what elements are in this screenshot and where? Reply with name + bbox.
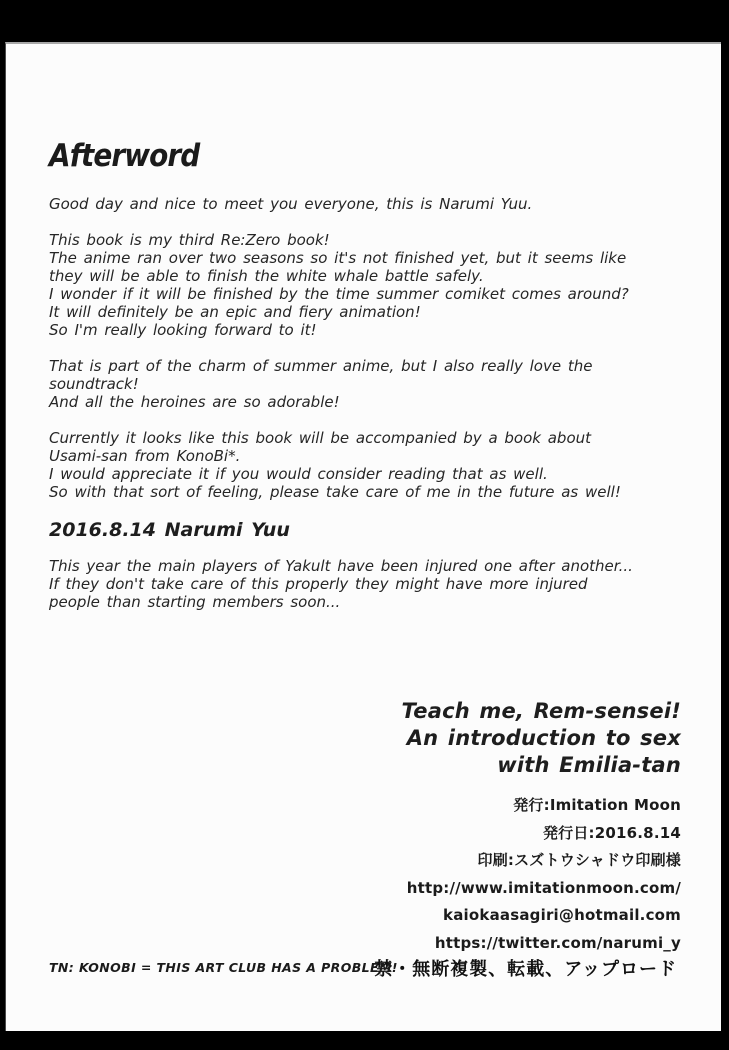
text-line: The anime ran over two seasons so it's not finished yet, but it seems like [49,249,627,267]
text-line: https://twitter.com/narumi_y [434,933,681,952]
publication-info [407,792,681,957]
text-line: 発行:Imitation Moon [513,796,681,814]
text-line: Good day and nice to meet you everyone, this is Narumi Yuu. [49,195,533,213]
text-line: they will be able to finish the white whale battle safely. [49,267,484,285]
greeting-paragraph [49,195,669,213]
text-line: http://www.imitationmoon.com/ [406,878,681,897]
text-line: This year the main players of Yakult have been injured one after another... [49,557,633,575]
text-line: Usami-san from KonoBi*. [49,447,241,465]
text-line: with Emilia-tan [497,753,681,777]
text-line: soundtrack! [49,375,139,393]
text-line: And all the heroines are so adorable! [49,393,340,411]
text-line: people than starting members soon... [49,593,341,611]
anime-paragraph [49,231,669,339]
text-line: If they don't take care of this properly they might have more injured [49,575,588,593]
scanned-page [5,42,721,1031]
konobi-paragraph [49,429,669,501]
text-line: 印刷:スズトウシャドウ印刷様 [477,851,681,869]
text-line: I wonder if it will be finished by the time summer comiket comes around? [49,285,629,303]
text-line: kaiokaasagiri@hotmail.com [443,906,681,924]
text-line: Teach me, Rem-sensei! [401,699,681,723]
afterword-body [49,195,669,629]
translator-note: TN: KONOBI = THIS ART CLUB HAS A PROBLEM! [49,960,398,975]
reproduction-warning: 禁・無断複製、転載、アップロード [374,959,677,980]
text-line: 発行日:2016.8.14 [542,823,681,842]
text-line: An introduction to sex [406,726,681,750]
text-line: I would appreciate it if you would consider reading that as well. [49,465,548,483]
page-title: Afterword [49,138,200,174]
text-line: So with that sort of feeling, please take care of me in the future as well! [49,483,621,501]
text-line: So I'm really looking forward to it! [49,321,317,339]
book-title [401,698,681,779]
soundtrack-paragraph [49,357,669,411]
postscript-paragraph [49,557,669,611]
text-line: That is part of the charm of summer anime, but I also really love the [49,357,593,375]
text-line: Currently it looks like this book will be accompanied by a book about [49,429,592,447]
text-line: This book is my third Re:Zero book! [49,231,330,249]
text-line: It will definitely be an epic and fiery animation! [49,303,421,321]
date-signature: 2016.8.14 Narumi Yuu [49,519,290,541]
